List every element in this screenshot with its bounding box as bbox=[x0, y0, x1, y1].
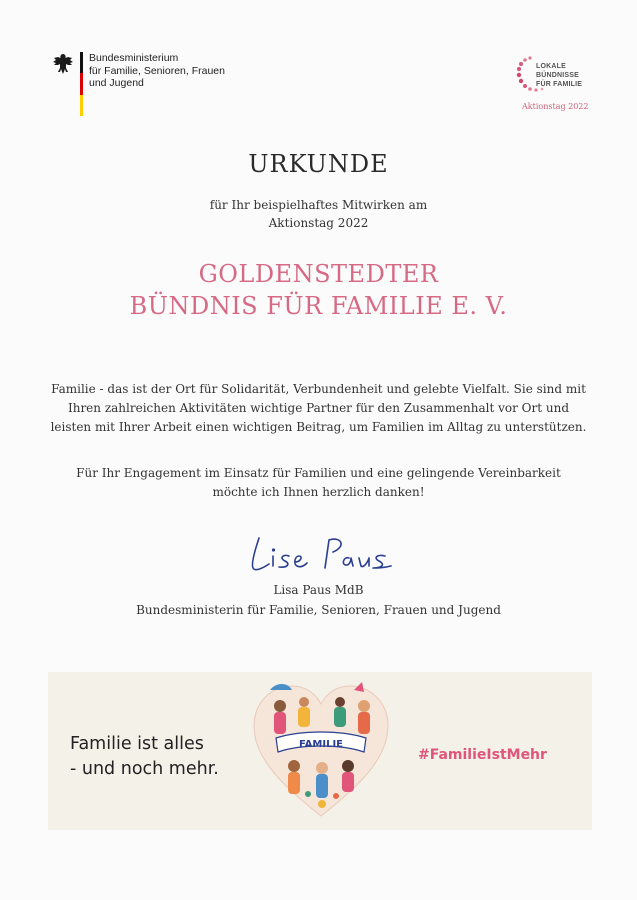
lokal-line-2: BÜNDNISSE bbox=[536, 72, 580, 79]
thanks-line-2: möchte ich Ihnen herzlich danken! bbox=[212, 485, 425, 499]
lokale-buendnisse-logo bbox=[516, 56, 612, 114]
lokal-aktionstag: Aktionstag 2022 bbox=[522, 102, 589, 111]
recipient-line-1: GOLDENSTEDTER bbox=[198, 260, 439, 288]
body-line-2: Ihren zahlreichen Aktivitäten wichtige Partner für den Zusammenhalt vor Ort und bbox=[67, 401, 570, 415]
lokal-line-1: LOKALE bbox=[536, 63, 566, 70]
lokal-line-3: FÜR FAMILIE bbox=[536, 81, 583, 88]
body-line-3: leisten mit Ihrer Arbeit einen wichtigen Beitrag, um Familien im Alltag zu unterstützen. bbox=[50, 420, 587, 434]
family-heart-illustration bbox=[246, 676, 396, 826]
ministry-line-1: Bundesministerium bbox=[89, 52, 179, 64]
recipient-line-2: BÜNDNIS FÜR FAMILIE E. V. bbox=[129, 292, 508, 320]
signature-image bbox=[245, 528, 405, 578]
ministry-logo bbox=[52, 52, 225, 116]
campaign-slogan bbox=[70, 732, 219, 782]
subtitle-line-2: Aktionstag 2022 bbox=[268, 216, 369, 230]
campaign-hashtag: #FamilieIstMehr bbox=[418, 747, 547, 763]
certificate-body bbox=[40, 380, 597, 437]
ministry-line-2: für Familie, Senioren, Frauen bbox=[89, 64, 225, 77]
campaign-banner bbox=[48, 672, 592, 830]
signer-title: Bundesministerin für Familie, Senioren, Frauen und Jugend bbox=[136, 603, 501, 617]
german-flag-stripe bbox=[80, 52, 83, 116]
certificate-title: URKUNDE bbox=[248, 150, 389, 178]
body-line-1: Familie - das ist der Ort für Solidarität, Verbundenheit und gelebte Vielfalt. Sie sind mit bbox=[51, 382, 586, 396]
signer-name: Lisa Paus MdB bbox=[273, 583, 364, 597]
signer-block bbox=[0, 580, 637, 620]
slogan-line-2: - und noch mehr. bbox=[70, 759, 219, 779]
federal-eagle-icon bbox=[52, 52, 74, 78]
lokal-logo-text bbox=[536, 62, 582, 89]
heart-banner-label: FAMILIE bbox=[298, 739, 344, 750]
subtitle-line-1: für Ihr beispielhaftes Mitwirken am bbox=[209, 198, 428, 212]
thanks-line-1: Für Ihr Engagement im Einsatz für Familien und eine gelingende Vereinbarkeit bbox=[76, 466, 561, 480]
ministry-name bbox=[89, 52, 225, 90]
slogan-line-1: Familie ist alles bbox=[70, 734, 204, 754]
recipient-name bbox=[0, 258, 637, 322]
ministry-line-3: und Jugend bbox=[89, 77, 144, 89]
certificate-subtitle bbox=[0, 196, 637, 232]
certificate-thanks bbox=[40, 464, 597, 502]
